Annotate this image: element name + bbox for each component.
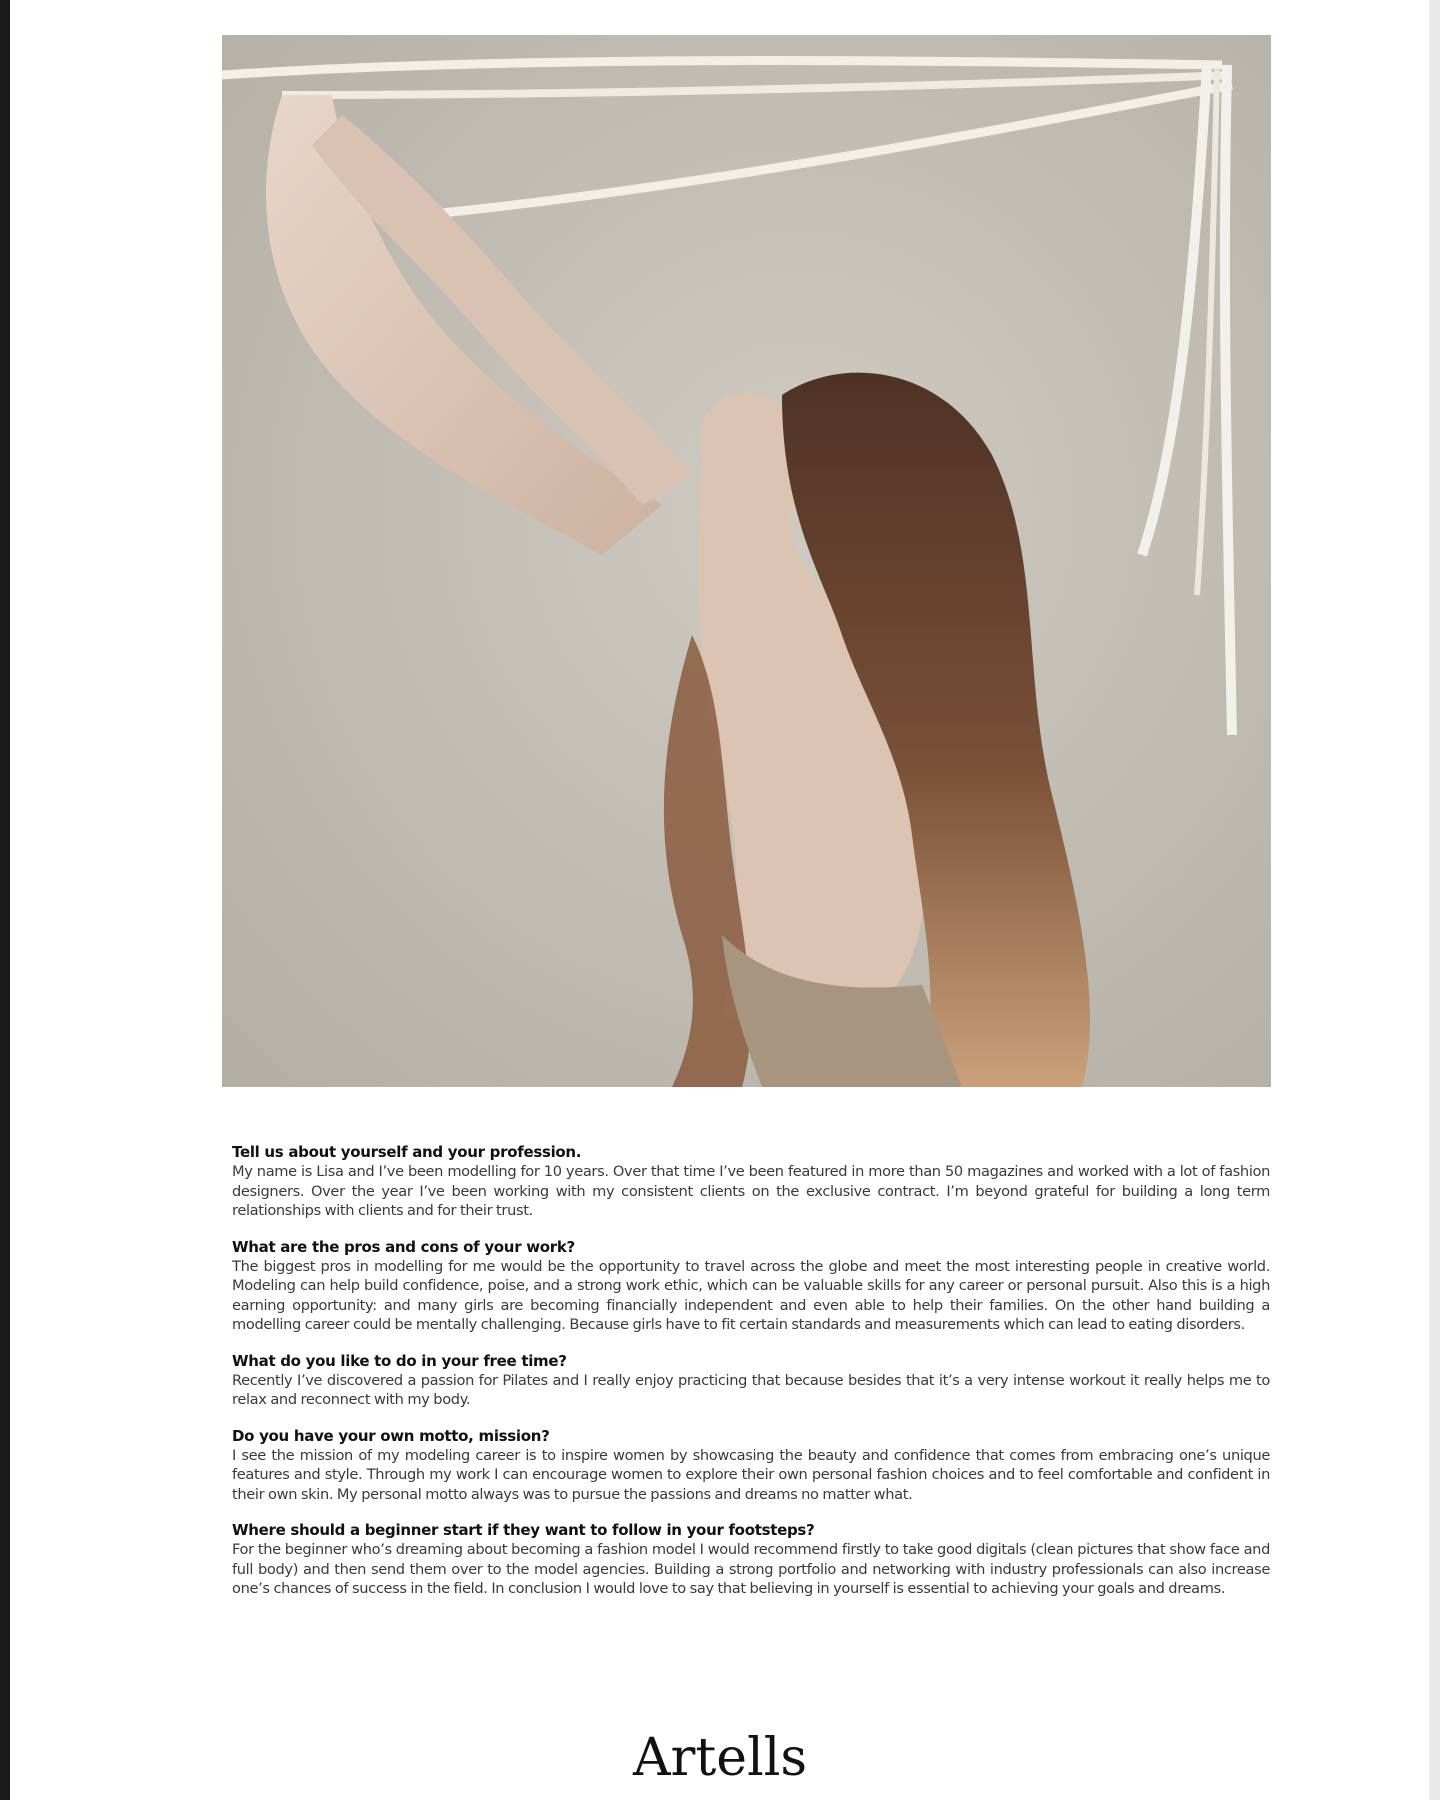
qa-item [232, 1520, 1270, 1599]
answer: Recently I’ve discovered a passion for Pilates and I really enjoy practicing that because besides that it’s a very intense workout it really helps me to relax and reconnect with my body. [232, 1371, 1270, 1408]
answer: I see the mission of my modeling career is to inspire women by showcasing the beauty and confidence that comes from embracing one’s unique features and style. Through my work I can encourage women to explore their own personal fashion choices and to feel comfortable and confident in their own skin. My personal motto always was to pursue the passions and dreams no matter what. [232, 1446, 1270, 1503]
answer: My name is Lisa and I’ve been modelling for 10 years. Over that time I’ve been featured in more than 50 magazines and worked with a lot of fashion designers. Over the year I’ve been working with my consistent clients on the exclusive contract. I’m beyond grateful for building a long term relationships with clients and for their trust. [232, 1163, 1270, 1219]
question: What are the pros and cons of your work? [232, 1237, 575, 1256]
page-edge [1429, 0, 1440, 1800]
question: Do you have your own motto, mission? [232, 1426, 550, 1445]
question: Where should a beginner start if they want to follow in your footsteps? [232, 1521, 815, 1539]
model-photo [222, 35, 1271, 1087]
brand-logo: Artells [632, 1728, 808, 1788]
qa-item [232, 1426, 1270, 1505]
answer: For the beginner who’s dreaming about becoming a fashion model I would recommend firstly to take good digitals (clean pictures that show face and full body) and then send them over to the model agencies. Building a strong portfolio and networking with industry professionals can also increase one’s chances of success in the field. In conclusion I would love to say that believing in yourself is essential to achieving your goals and dreams. [232, 1541, 1270, 1597]
qa-item [232, 1142, 1270, 1221]
interview-article [232, 1142, 1270, 1615]
answer: The biggest pros in modelling for me would be the opportunity to travel across the globe and meet the most interesting people in creative world. Modeling can help build confidence, poise, and a strong work ethic, which can be valuable skills for any career or personal pursuit. Also this is a high earning opportunity: and many girls are becoming financially independent and even able to help their families. On the other hand building a modelling career could be mentally challenging. Because girls have to fit certain standards and measurements which can lead to eating disorders. [232, 1257, 1270, 1333]
magazine-page [10, 0, 1429, 1800]
question: Tell us about yourself and your profession. [232, 1143, 582, 1161]
qa-item [232, 1237, 1270, 1335]
question: What do you like to do in your free time? [232, 1351, 567, 1370]
qa-item [232, 1351, 1270, 1410]
